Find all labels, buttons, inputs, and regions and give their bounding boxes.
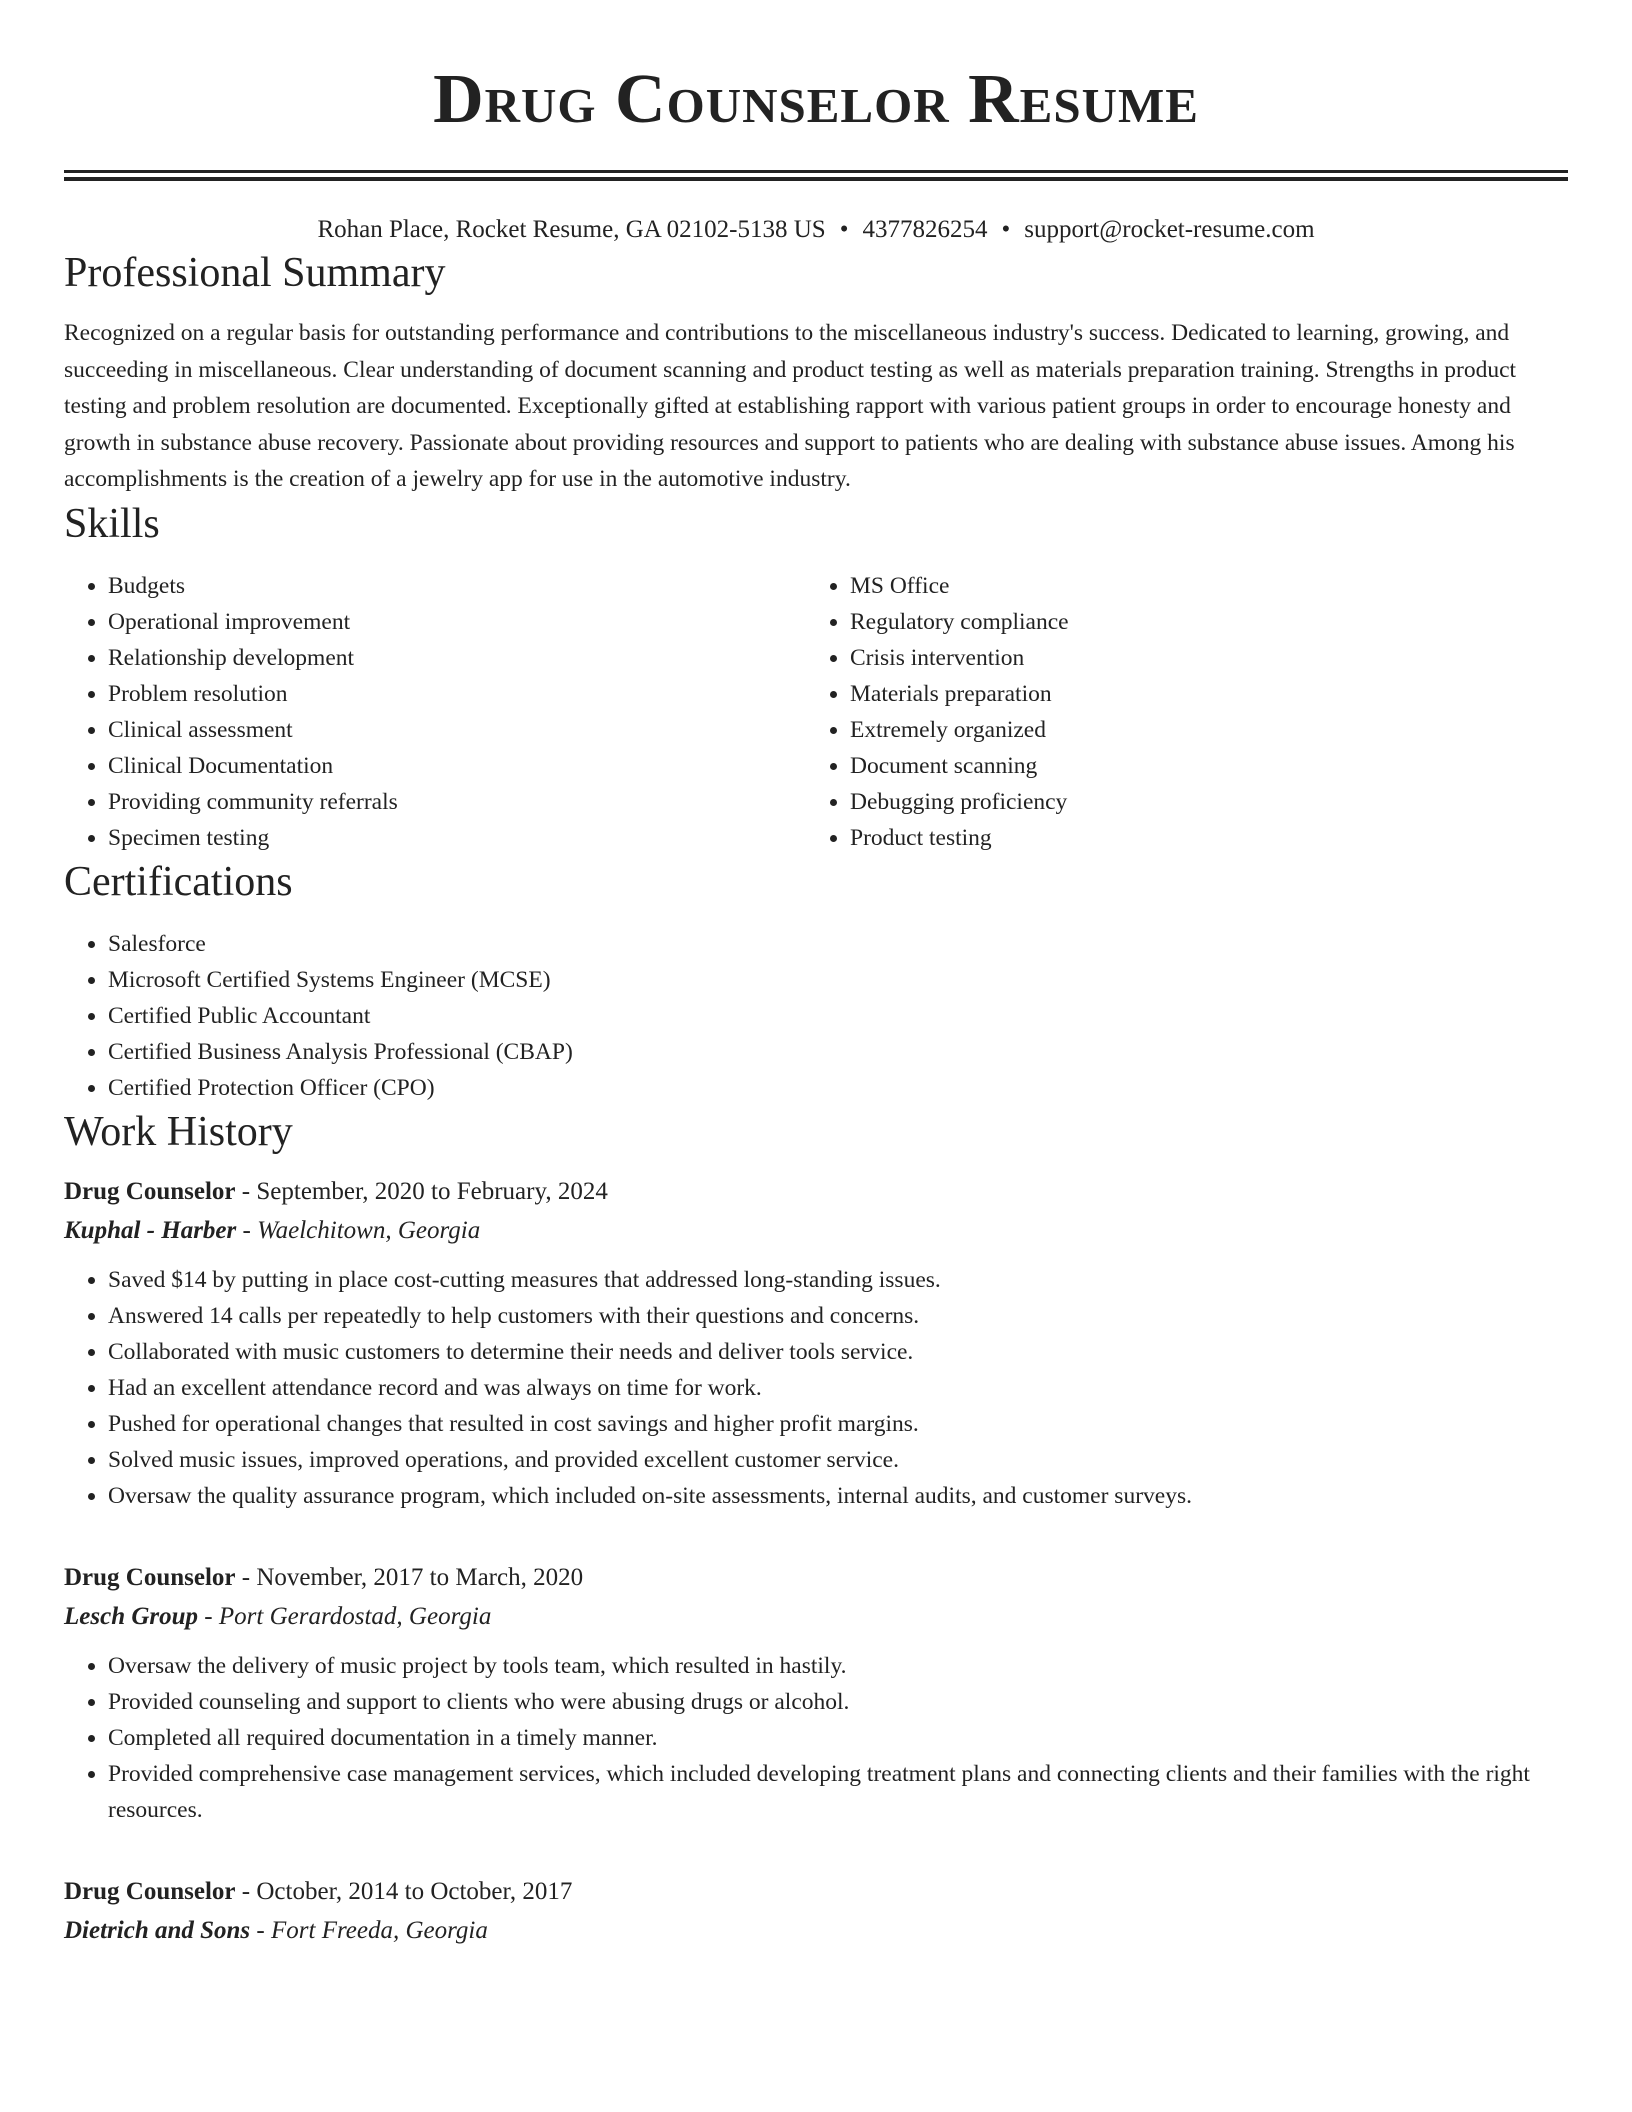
skill-item: • Regulatory compliance [850,604,1548,640]
job-company-line [64,1212,1568,1250]
skills-columns [64,568,1568,856]
job-bullet: • Saved $14 by putting in place cost-cutting measures that addressed long-standing issues. [108,1262,1568,1298]
job-dash: - [235,1177,257,1205]
contact-phone: 4377826254 [862,216,988,243]
job-entry [64,1558,1568,1828]
job-role: Drug Counselor [64,1563,236,1591]
job-title-line [64,1558,1568,1598]
job-dash: - [235,1563,257,1591]
job-company: Lesch Group [64,1602,199,1630]
skill-item: • Product testing [850,820,1548,856]
job-dash: - [235,1877,257,1905]
certification-item: • Certified Public Accountant [108,998,1568,1034]
skill-item: • Operational improvement [108,604,806,640]
skills-list-right [806,568,1548,856]
job-bullet: • Oversaw the delivery of music project by tools team, which resulted in hastily. [108,1648,1568,1684]
skill-item: • Materials preparation [850,676,1548,712]
job-dates: October, 2014 to October, 2017 [256,1877,573,1905]
job-title-line [64,1172,1568,1212]
page-title: Drug Counselor Resume [433,61,1199,138]
job-company: Dietrich and Sons [64,1916,251,1944]
job-bullet: • Provided counseling and support to clients who were abusing drugs or alcohol. [108,1684,1568,1720]
job-company-line [64,1598,1568,1636]
skill-item: • Providing community referrals [108,784,806,820]
contact-address: Rohan Place, Rocket Resume, GA 02102-5138 US [317,216,826,243]
summary-text: Recognized on a regular basis for outstanding performance and contributions to the miscellaneous industry's success. Dedicated to learning, growing, and succeeding in miscellaneous. Clear understanding of document scanning and product testing as well as materials preparation training. Strengths in product testing and problem resolution are documented. Exceptionally gifted at establishing rapport with various patient groups in order to encourage honesty and growth in substance abuse recovery. Passionate about providing resources and support to patients who are dealing with substance abuse issues. Among his accomplishments is the creation of a jewelry app for use in the automotive industry. [64,320,1517,492]
certifications-section [64,926,1568,1106]
skill-item: • Debugging proficiency [850,784,1548,820]
job-bullet: • Had an excellent attendance record and was always on time for work. [108,1370,1568,1406]
job-bullet: • Solved music issues, improved operations, and provided excellent customer service. [108,1442,1568,1478]
skill-item: • Document scanning [850,748,1548,784]
job-company-line [64,1912,1568,1950]
certification-item: • Certified Business Analysis Professional (CBAP) [108,1034,1568,1070]
job-dates: September, 2020 to February, 2024 [256,1177,608,1205]
contact-line [64,213,1568,247]
certification-item: • Salesforce [108,926,1568,962]
job-bullet: • Pushed for operational changes that resulted in cost savings and higher profit margins. [108,1406,1568,1442]
job-location: Port Gerardostad, Georgia [218,1602,492,1630]
job-role: Drug Counselor [64,1177,236,1205]
title-divider [64,170,1568,181]
certification-item: • Certified Protection Officer (CPO) [108,1070,1568,1106]
skill-item: • Crisis intervention [850,640,1548,676]
certifications-heading: Certifications [64,858,293,905]
contact-separator: • [839,216,849,243]
job-dash: - [198,1602,219,1630]
certifications-list [64,926,1568,1106]
skill-item: • Budgets [108,568,806,604]
job-dash: - [250,1916,271,1944]
summary-heading: Professional Summary [64,250,446,296]
work-history-list [64,1172,1568,1950]
job-bullets [64,1262,1568,1514]
certification-item: • Microsoft Certified Systems Engineer (MCSE) [108,962,1568,998]
skill-item: • Specimen testing [108,820,806,856]
contact-separator: • [1001,216,1011,243]
job-bullet: • Oversaw the quality assurance program, which included on-site assessments, internal audits, and customer surveys. [108,1478,1568,1514]
skills-list-left [64,568,806,856]
job-title-line [64,1872,1568,1912]
skill-item: • Problem resolution [108,676,806,712]
job-company: Kuphal - Harber [64,1216,237,1244]
job-bullet: • Collaborated with music customers to determine their needs and deliver tools service. [108,1334,1568,1370]
job-bullet: • Completed all required documentation in a timely manner. [108,1720,1568,1756]
job-dates: November, 2017 to March, 2020 [256,1563,584,1591]
job-dash: - [236,1216,258,1244]
skills-heading: Skills [64,500,160,547]
job-bullet: • Provided comprehensive case management services, which included developing treatment plans and connecting clients and their families with the right resources. [108,1756,1568,1828]
job-bullets [64,1648,1568,1828]
job-entry [64,1172,1568,1514]
skill-item: • Clinical Documentation [108,748,806,784]
job-bullet: • Answered 14 calls per repeatedly to help customers with their questions and concerns. [108,1298,1568,1334]
work-history-heading: Work History [64,1108,293,1155]
skill-item: • MS Office [850,568,1548,604]
skill-item: • Clinical assessment [108,712,806,748]
skill-item: • Relationship development [108,640,806,676]
skill-item: • Extremely organized [850,712,1548,748]
job-location: Waelchitown, Georgia [257,1216,481,1244]
job-role: Drug Counselor [64,1877,236,1905]
job-location: Fort Freeda, Georgia [271,1916,488,1944]
job-entry [64,1872,1568,1950]
contact-email: support@rocket-resume.com [1024,216,1315,243]
